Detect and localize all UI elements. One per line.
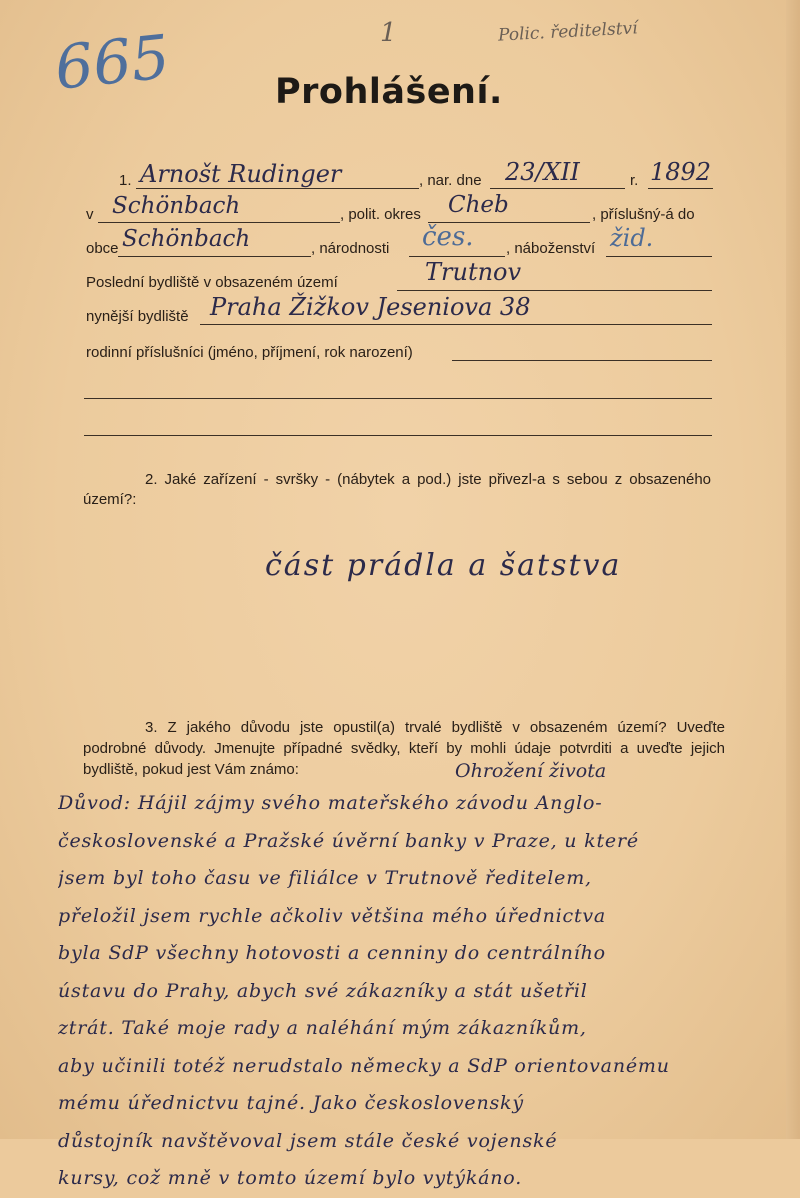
birth-date-line <box>490 188 625 189</box>
pencil-mark: 1 <box>380 18 397 48</box>
name-value: Arnošt Rudinger <box>140 160 342 188</box>
last-residence-line <box>397 290 712 291</box>
section2-answer: část prádla a šatstva <box>265 548 622 583</box>
answer-line: přeložil jsem rychle ačkoliv většina mého úřednictva <box>58 904 607 927</box>
municipality-label: obce <box>86 240 119 257</box>
section3-answer <box>58 785 788 1198</box>
birth-year-line <box>648 188 713 189</box>
birthplace: Schönbach <box>112 193 241 219</box>
number-stamp: 665 <box>51 22 173 104</box>
birth-year: 1892 <box>650 158 712 186</box>
name-line <box>136 188 419 189</box>
born-label: , nar. dne <box>419 172 482 189</box>
last-residence: Trutnov <box>425 258 522 286</box>
district-label: , polit. okres <box>340 206 421 223</box>
page-edge <box>786 0 800 1139</box>
birth-date: 23/XII <box>505 158 580 186</box>
current-residence: Praha Žižkov Jeseniova 38 <box>210 293 531 321</box>
family-line-2 <box>84 398 712 399</box>
answer-line: ústavu do Prahy, abych své zákazníky a stát ušetřil <box>58 979 588 1002</box>
religion-label: , náboženství <box>506 240 596 257</box>
religion: žid. <box>610 224 654 252</box>
answer-line: byla SdP všechny hotovosti a cenniny do centrálního <box>58 942 606 964</box>
family-line-3 <box>84 435 712 436</box>
answer-line: důstojník navštěvoval jsem stále české vojenské <box>58 1129 558 1152</box>
district: Cheb <box>448 192 509 218</box>
in-label: v <box>86 206 94 223</box>
pencil-note: Polic. ředitelství <box>497 18 639 46</box>
section1-number: 1. <box>119 172 132 189</box>
municipality: Schönbach <box>122 226 251 252</box>
religion-line <box>606 256 712 257</box>
last-residence-label: Poslední bydliště v obsazeném území <box>86 274 338 291</box>
answer-line: kursy, což mně v tomto území bylo vytýkáno. <box>58 1167 523 1189</box>
section2-question: 2. Jaké zařízení - svršky - (nábytek a pod.) jste přivezl-a s sebou z obsazeného území?: <box>83 471 711 508</box>
current-residence-label: nynější bydliště <box>86 308 189 325</box>
birthplace-line <box>98 222 340 223</box>
answer-line: mému úřednictvu tajné. Jako československý <box>58 1092 524 1114</box>
answer-line: československé a Pražské úvěrní banky v Praze, u které <box>58 829 639 852</box>
belongs-label: , příslušný-á do <box>592 206 695 223</box>
family-line-1 <box>452 360 712 361</box>
section3-question: 3. Z jakého důvodu jste opustil(a) trvalé bydliště v obsazeném území? Uveďte podrobné důvody. Jmenujte případné svědky, kteří by mohli údaje potvrditi a uveďte jejich bydliště, pokud jest Vám známo: <box>83 719 725 778</box>
family-label: rodinní příslušníci (jméno, příjmení, rok narození) <box>86 344 413 361</box>
municipality-line <box>118 256 311 257</box>
answer-line: Důvod: Hájil zájmy svého mateřského závodu Anglo- <box>58 792 603 814</box>
answer-line: aby učinili totéž nerudstalo německy a SdP orientovanému <box>58 1054 670 1077</box>
nationality-label: , národnosti <box>311 240 390 257</box>
section3-answer-head: Ohrožení života <box>455 760 607 782</box>
year-label: r. <box>630 172 639 189</box>
page-title: Prohlášení. <box>275 72 503 112</box>
answer-line: jsem byl toho času ve filiálce v Trutnově ředitelem, <box>58 867 592 889</box>
current-residence-line <box>200 324 712 325</box>
nationality: čes. <box>422 222 474 252</box>
nationality-line <box>409 256 505 257</box>
answer-line: ztrát. Také moje rady a naléhání mým zákazníkům, <box>58 1017 587 1039</box>
